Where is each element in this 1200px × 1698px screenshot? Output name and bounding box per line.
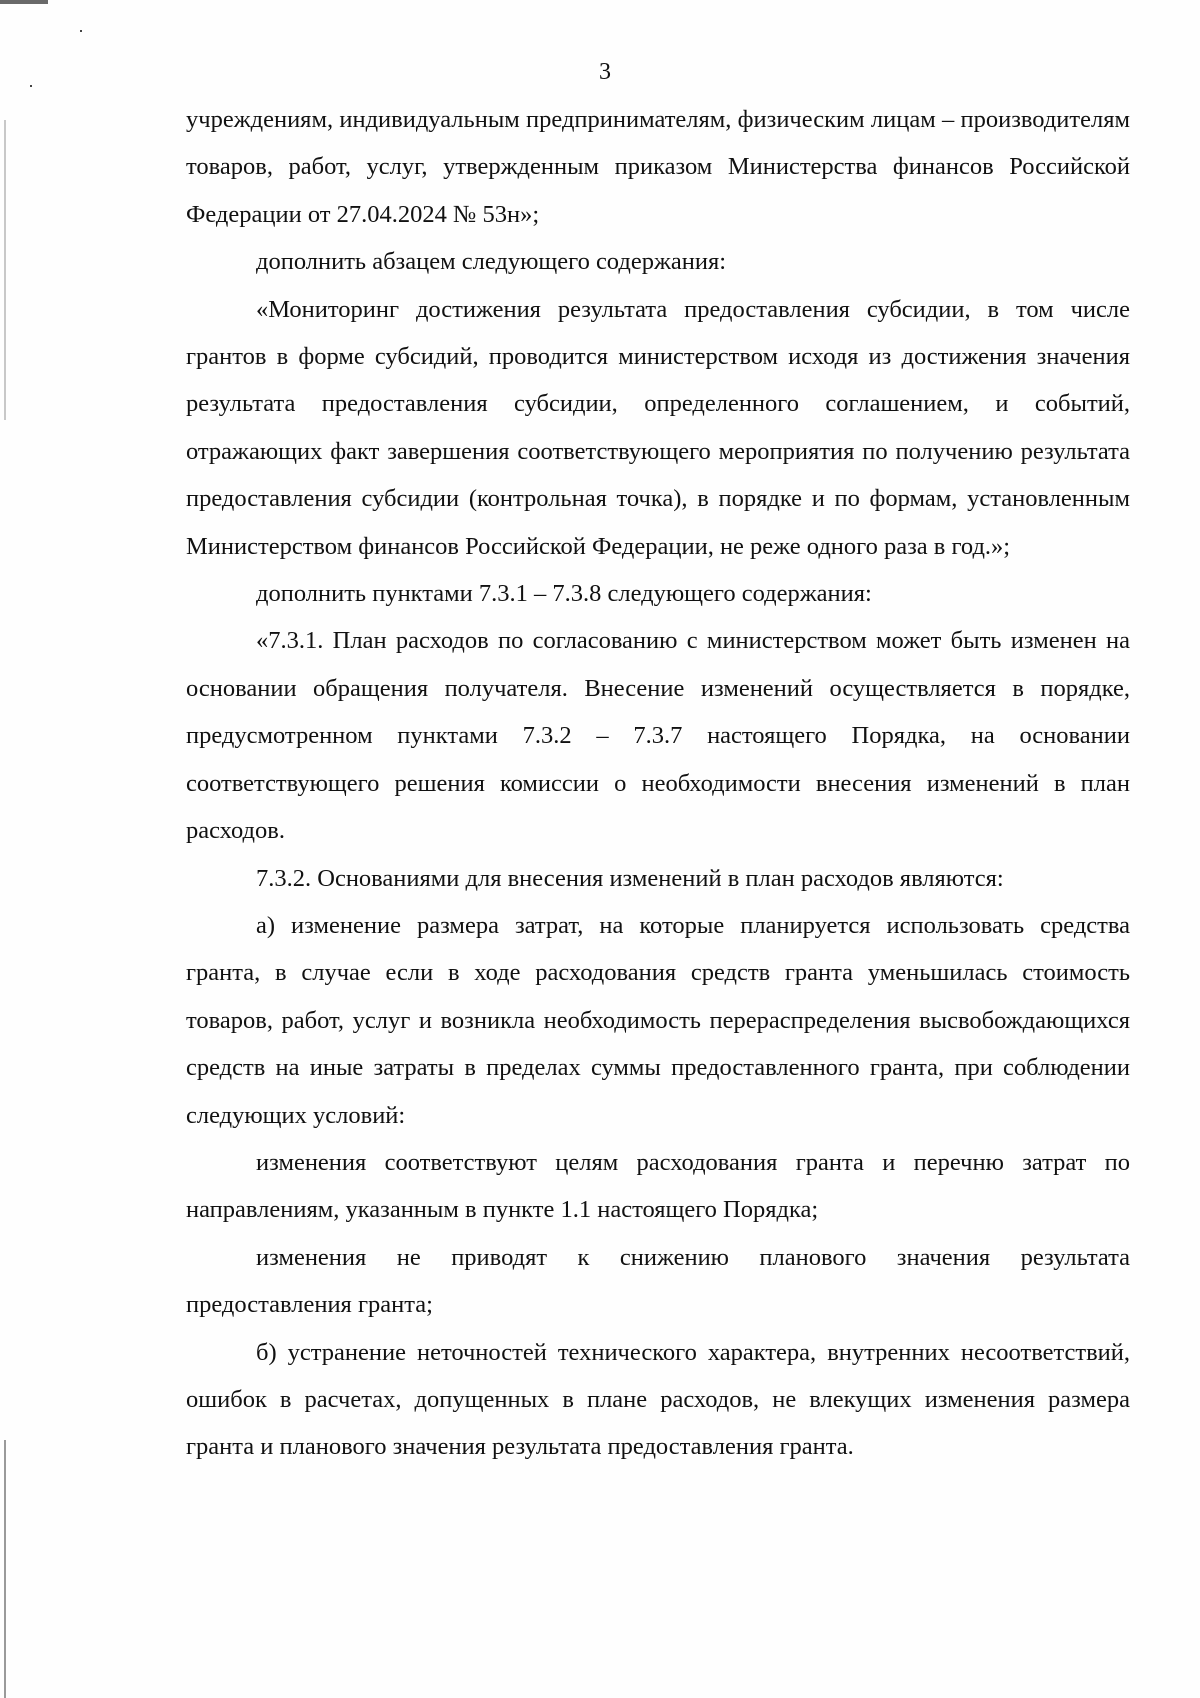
paragraph: «7.3.1. План расходов по согласованию с министерством может быть изменен на основании обращения получателя. Внесение изменений осуществляется в порядке, предусмотренном пунктами 7.3.2 – 7.3.7 настоящего Порядка, на основании соответствующего решения комиссии о необходимости внесения изменений в план расходов. (186, 627, 1130, 845)
paragraph: изменения соответствуют целям расходования гранта и перечню затрат по направлениям, указанным в пункте 1.1 настоящего Порядка; (186, 1148, 1130, 1224)
scan-artifact (80, 30, 82, 32)
document-body (186, 96, 1130, 1471)
scan-artifact (0, 0, 48, 4)
paragraph: дополнить абзацем следующего содержания: (256, 248, 727, 276)
paragraph: изменения не приводят к снижению планового значения результата предоставления гранта; (186, 1243, 1130, 1319)
paragraph: дополнить пунктами 7.3.1 – 7.3.8 следующего содержания: (256, 580, 872, 608)
paragraph: «Мониторинг достижения результата предоставления субсидии, в том числе грантов в форме субсидий, проводится министерством исходя из достижения значения результата предоставления субсидии, определенного соглашением, и событий, отражающих факт завершения соответствующего мероприятия по получению результата предоставления субсидии (контрольная точка), в порядке и по формам, установленным Министерством финансов Российской Федерации, не реже одного раза в год.»; (186, 295, 1130, 560)
paragraph: 7.3.2. Основаниями для внесения изменений в план расходов являются: (256, 864, 1004, 892)
scan-artifact (4, 1440, 6, 1698)
scan-artifact (4, 120, 6, 420)
paragraph: учреждениям, индивидуальным предпринимателям, физическим лицам – производителям товаров, работ, услуг, утвержденным приказом Министерства финансов Российской Федерации от 27.04.2024 № 53н»; (186, 106, 1130, 228)
paragraph: а) изменение размера затрат, на которые планируется использовать средства гранта, в случае если в ходе расходования средств гранта уменьшилась стоимость товаров, работ, услуг и возникла необходимость перераспределения высвобождающихся средств на иные затраты в пределах суммы предоставленного гранта, при соблюдении следующих условий: (186, 911, 1130, 1129)
page-number: 3 (599, 59, 611, 85)
paragraph: б) устранение неточностей технического характера, внутренних несоответствий, ошибок в расчетах, допущенных в плане расходов, не влекущих изменения размера гранта и планового значения результата предоставления гранта. (186, 1338, 1130, 1461)
